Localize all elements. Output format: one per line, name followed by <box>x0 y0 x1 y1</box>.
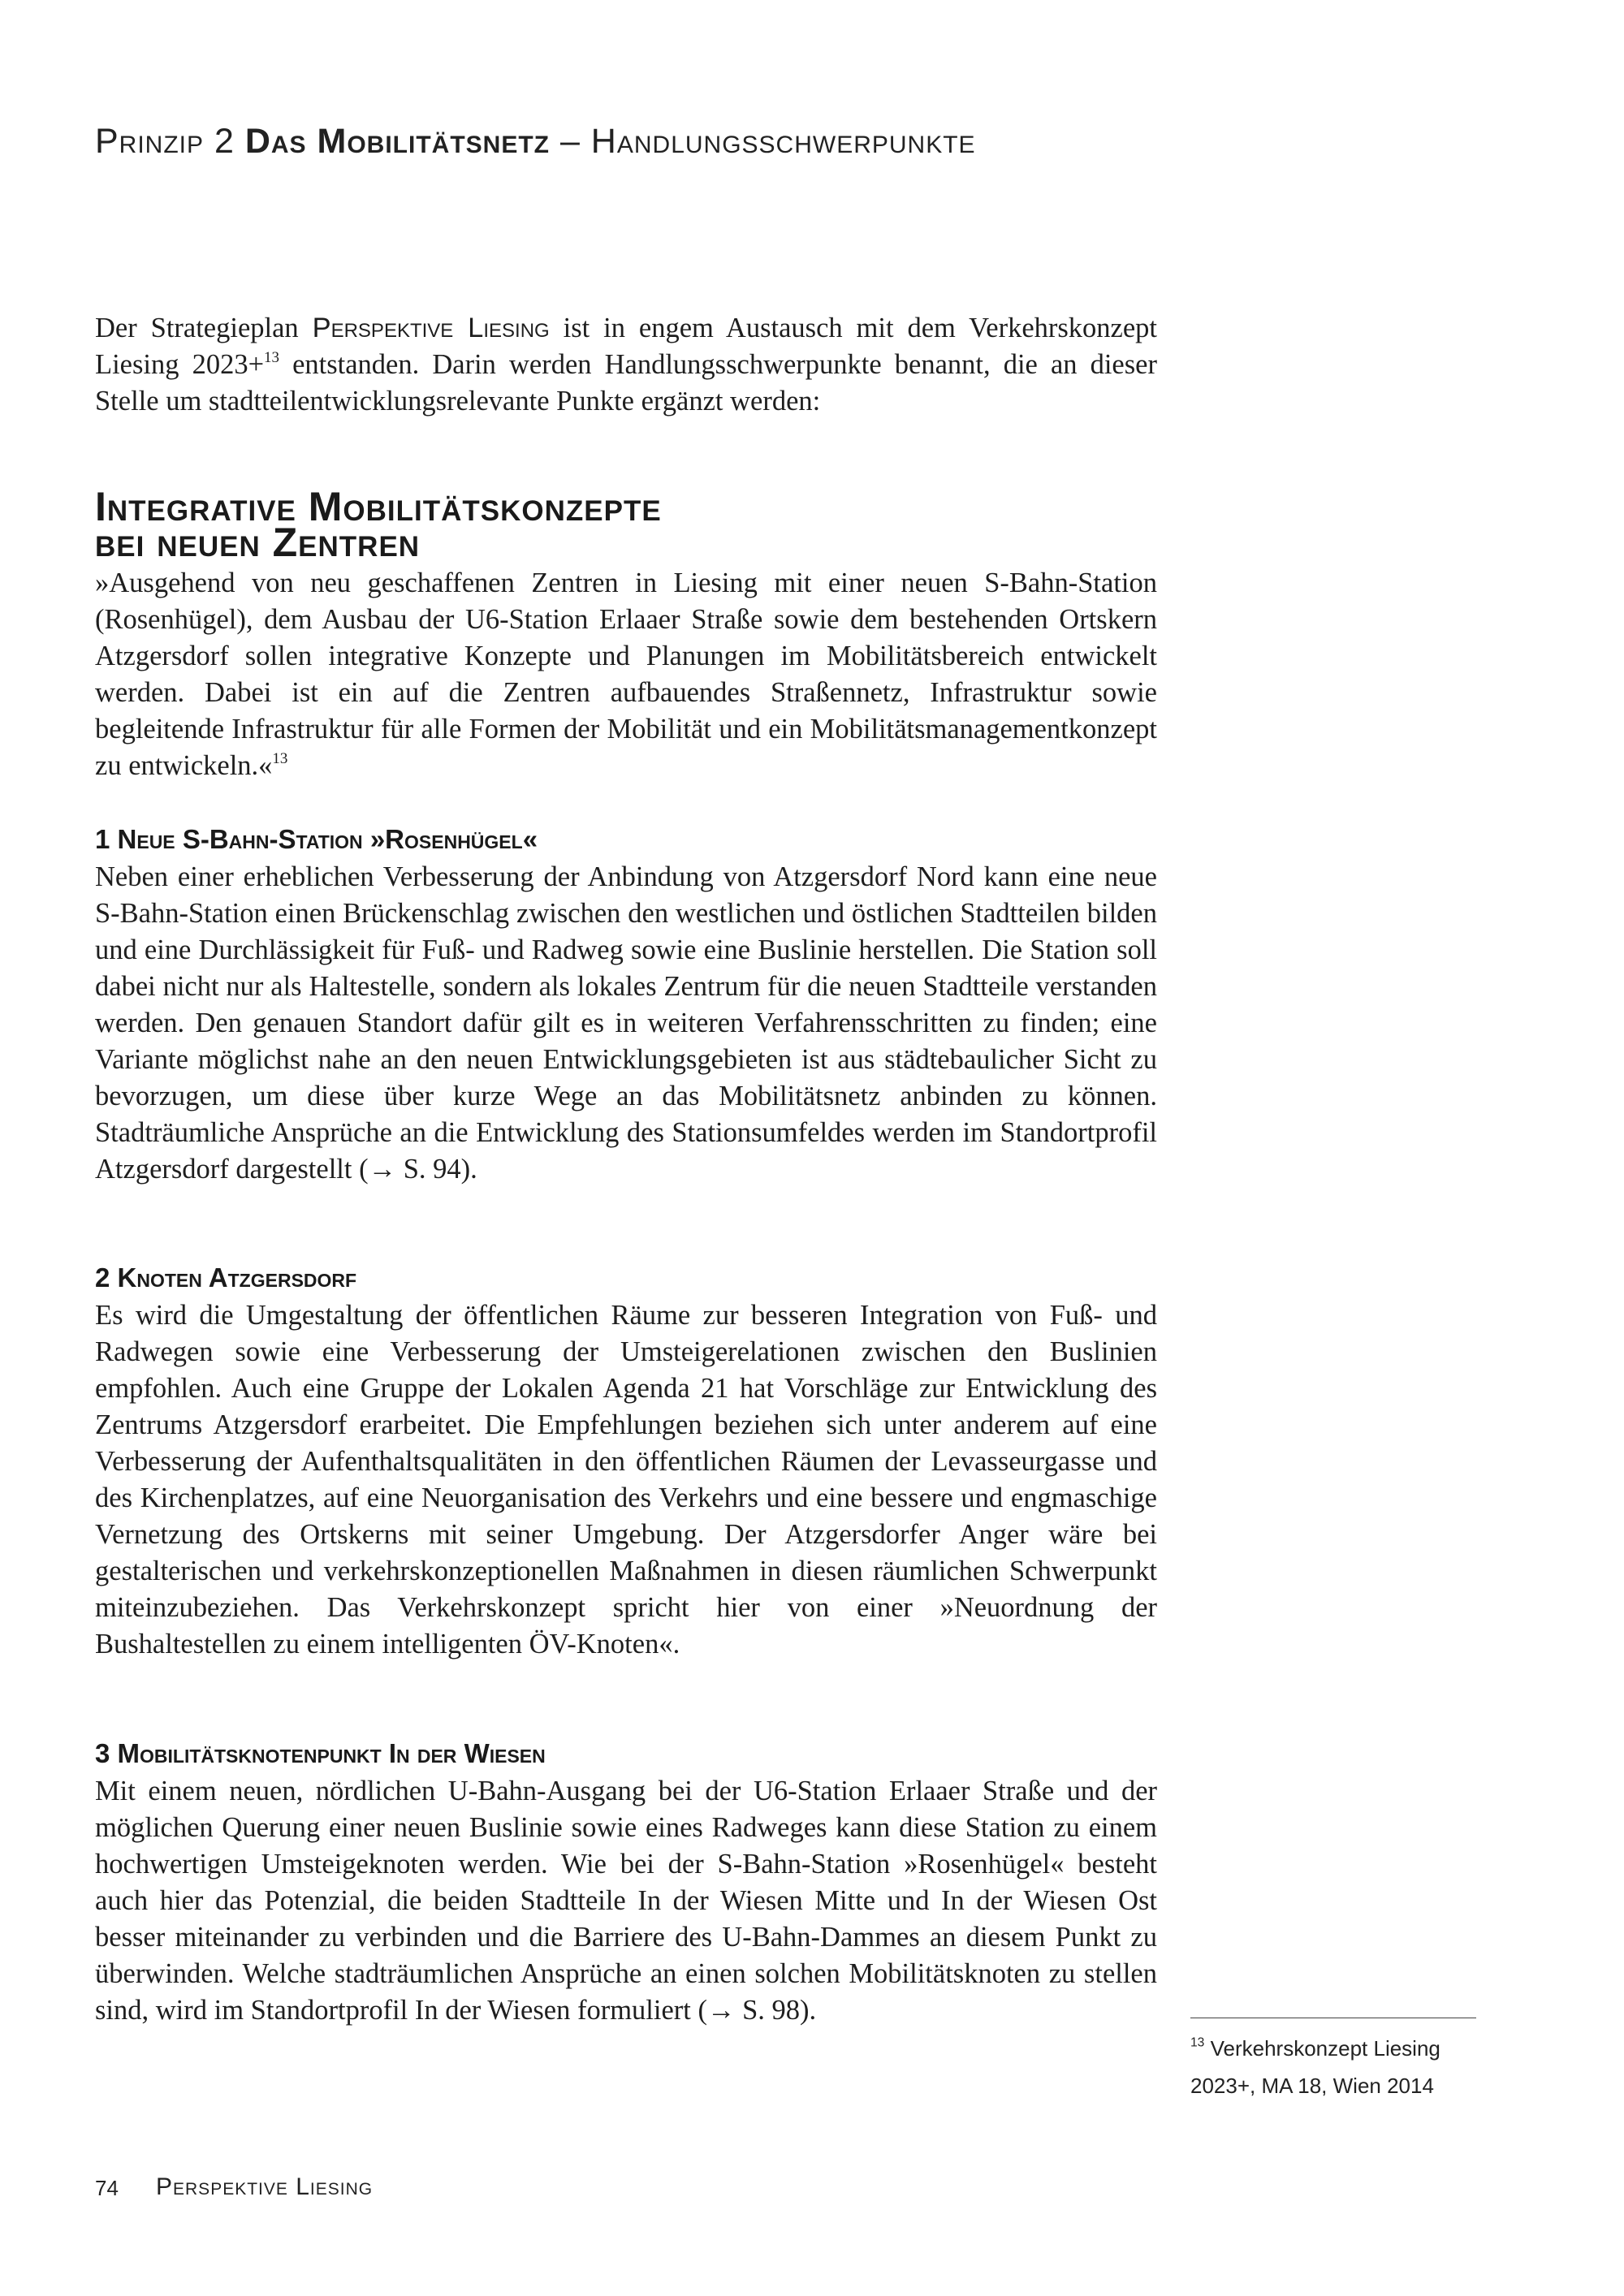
section-quote <box>95 565 1157 784</box>
subsection-3-page-ref[interactable]: (→ S. 98). <box>698 1995 817 2026</box>
running-head-principle: Prinzip 2 <box>95 122 235 161</box>
running-head-subtitle: – Handlungsschwerpunkte <box>559 122 976 161</box>
footer-title: Perspektive Liesing <box>156 2173 374 2200</box>
intro-text-mid: ist in engem Austausch mit dem Verkehrskonzept Liesing 2023+ <box>95 313 1158 380</box>
intro-text-after: entstanden. Darin werden Handlungsschwerpunkte benannt, die an dieser Stelle um stadtteilentwicklungsrelevante Punkte ergänzt werden: <box>95 349 1157 416</box>
section-heading <box>95 484 1151 565</box>
subsection-1-body: Neben einer erheblichen Verbesserung der Anbindung von Atzgersdorf Nord kann eine neue S-Bahn-Station einen Brückenschlag zwischen den westlichen und östlichen Stadtteilen bilden und eine Durchlässigkeit für Fuß- und Radweg sowie eine Buslinie herstellen. Die Station soll dabei nicht nur als Haltestelle, sondern als lokales Zentrum für die neuen Stadtteile verstanden werden. Den genauen Standort dafür gilt es in weiteren Verfahrensschritten zu finden; eine Variante möglichst nahe an den neuen Entwicklungsgebieten ist aus städtebaulicher Sicht zu bevorzugen, um diese über kurze Wege an das Mobilitätsnetz anbinden zu können. Stadträumliche Ansprüche an die Entwicklung des Stationsumfeldes werden im Standortprofil Atzgersdorf dargestellt <box>95 861 1157 1185</box>
footnote-ref[interactable]: 13 <box>264 348 279 366</box>
running-head-title: Das Mobilitätsnetz <box>244 122 550 161</box>
subsection-2-body: Es wird die Umgestaltung der öffentlichen Räume zur besseren Integration von Fuß- und Radwegen sowie eine Verbesserung der Umsteigerelationen zwischen den Buslinien empfohlen. Auch eine Gruppe der Lokalen Agenda 21 hat Vorschläge zur Entwicklung des Zentrums Atzgersdorf erarbeitet. Die Empfehlungen beziehen sich unter anderem auf eine Verbesserung der Aufenthaltsqualitäten in den öffentlichen Räumen der Levasseurgasse und des Kirchenplatzes, auf eine Neuorganisation des Verkehrs und eine bessere und engmaschige Vernetzung des Ortskerns mit seiner Umgebung. Der Atzgersdorfer Anger wäre bei gestalterischen und verkehrskonzeptionellen Maßnahmen in diesen räumlichen Schwerpunkt miteinzubeziehen. Das Verkehrskonzept spricht hier von einer »Neuordnung der Bushaltestellen zu einem intelligenten ÖV-Knoten«. <box>95 1300 1157 1659</box>
footnote-number: 13 <box>1190 2035 1205 2050</box>
subsection-1-text <box>95 859 1157 1188</box>
subsection-3-body: Mit einem neuen, nördlichen U-Bahn-Ausgang bei der U6-Station Erlaaer Straße und der möglichen Querung einer neuen Buslinie sowie eines Radweges kann diese Station zu einem hochwertigen Umsteigeknoten werden. Wie bei der S-Bahn-Station »Rosenhügel« besteht auch hier das Potenzial, die beiden Stadtteile In der Wiesen Mitte und In der Wiesen Ost besser miteinander zu verbinden und die Barriere des U-Bahn-Dammes an diesem Punkt zu überwinden. Welche stadträumlichen Ansprüche an einen solchen Mobilitätsknoten zu stellen sind, wird im Standortprofil In der Wiesen formuliert <box>95 1776 1157 2026</box>
footnote <box>1190 2030 1483 2104</box>
quote-text: »Ausgehend von neu geschaffenen Zentren in Liesing mit einer neuen S-Bahn-Station (Rosenhügel), dem Ausbau der U6-Station Erlaaer Straße sowie dem bestehenden Ortskern Atzgersdorf sollen integrative Konzepte und Planungen im Mobilitätsbereich entwickelt werden. Dabei ist ein auf die Zentren aufbauendes Straßennetz, Infrastruktur sowie begleitende Infrastruktur für alle Formen der Mobilität und ein Mobilitätsmanagementkonzept zu entwickeln.« <box>95 568 1157 781</box>
subsection-2-text <box>95 1297 1157 1663</box>
subsection-3-title: 3 Mobilitätsknotenpunkt In der Wiesen <box>95 1738 546 1768</box>
section-heading-line-1: Integrative Mobilitätskonzepte <box>95 484 662 529</box>
subsection-2-title: 2 Knoten Atzgersdorf <box>95 1262 357 1293</box>
strategy-name: Perspektive Liesing <box>312 313 550 343</box>
intro-paragraph <box>95 310 1157 420</box>
section-heading-line-2: bei neuen Zentren <box>95 520 421 565</box>
running-head <box>95 122 1475 162</box>
subsection-3-text <box>95 1773 1157 2029</box>
page-number: 74 <box>95 2176 119 2200</box>
footnote-line-1: Verkehrskonzept Liesing <box>1210 2036 1440 2061</box>
intro-text-before: Der Strategieplan <box>95 313 299 343</box>
subsection-1-page-ref[interactable]: (→ S. 94). <box>359 1154 477 1185</box>
subsection-1-title: 1 Neue S-Bahn-Station »Rosenhügel« <box>95 824 538 854</box>
footnote-line-2: 2023+, MA 18, Wien 2014 <box>1190 2074 1434 2098</box>
quote-footnote-ref[interactable]: 13 <box>272 749 288 767</box>
